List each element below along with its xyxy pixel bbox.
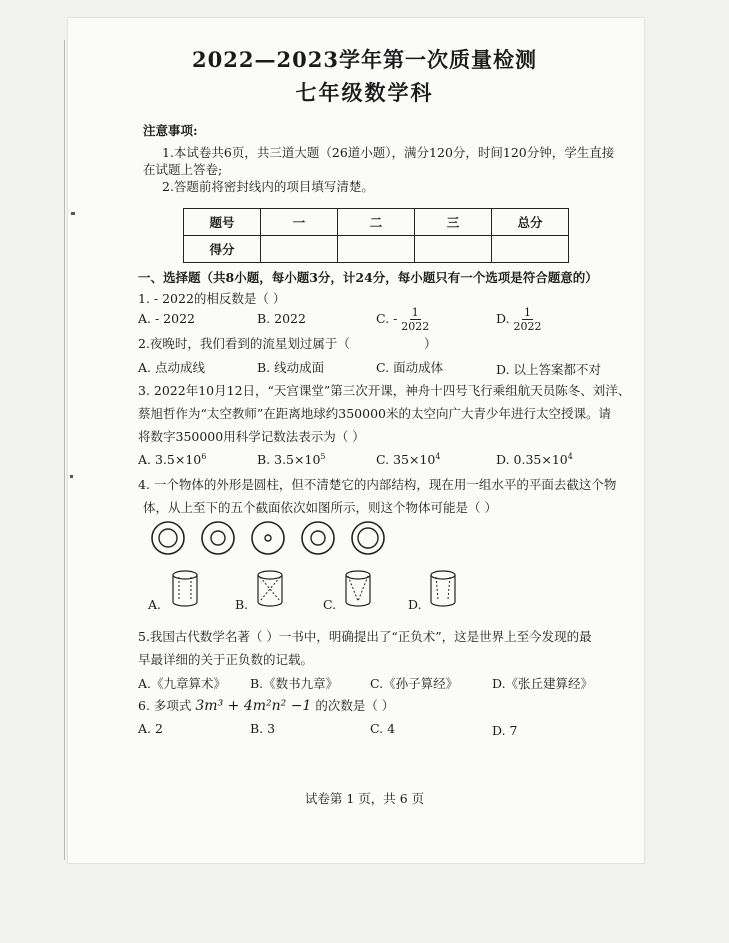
q4-line-2: 体，从上至下的五个截面依次如图所示，则这个物体可能是（ ） — [143, 500, 497, 515]
q1-option-b: B. 2022 — [257, 311, 306, 326]
cross-section-3 — [252, 522, 284, 554]
seal-line — [64, 40, 65, 860]
q2-stem-end: ） — [424, 336, 437, 351]
q5-option-b: B.《数书九章》 — [250, 676, 339, 691]
q2-option-d: D. 以上答案都不对 — [496, 362, 602, 377]
q6-stem-prefix: 6. 多项式 — [138, 698, 192, 713]
q6-stem-suffix: 的次数是（ ） — [315, 698, 395, 713]
page-footer: 试卷第 1 页，共 6 页 — [304, 791, 425, 806]
q3-option-c-base: C. 35×10 — [376, 452, 436, 468]
note-line-3: 2.答题前将密封线内的项目填写清楚。 — [162, 179, 374, 194]
score-cell: 总分 — [492, 209, 569, 236]
q6-option-c: C. 4 — [370, 721, 396, 736]
q3-option-d — [496, 452, 573, 467]
score-input-cell[interactable] — [415, 236, 492, 263]
q3-line-1: 3. 2022年10月12日，“天宫课堂”第三次开课，神舟十四号飞行乘组航天员陈冬、刘洋、 — [138, 383, 631, 398]
q6-stem — [138, 696, 394, 714]
q4-option-a-label: A. — [148, 597, 162, 612]
cross-section-2 — [202, 522, 234, 554]
q1-option-d-label: D. — [496, 311, 510, 326]
q1-option-a: A. - 2022 — [138, 311, 195, 326]
q4-option-d-label: D. — [408, 597, 422, 612]
score-cell: 三 — [415, 209, 492, 236]
q2-option-c: C. 面动成体 — [376, 360, 444, 375]
exam-subtitle: 七年级数学科 — [295, 80, 434, 105]
note-line-2: 在试题上答卷; — [143, 162, 223, 177]
q1-option-d-fraction — [514, 306, 542, 333]
score-cell: 一 — [261, 209, 338, 236]
q4-line-1: 4. 一个物体的外形是圆柱，但不清楚它的内部结构，现在用一组水平的平面去截这个物 — [138, 477, 617, 492]
note-line-1: 1.本试卷共6页，共三道大题（26道小题），满分120分，时间120分钟，学生直接 — [162, 145, 615, 160]
q3-option-d-exp: 4 — [567, 452, 573, 461]
q6-option-a: A. 2 — [138, 721, 163, 736]
q6-option-b: B. 3 — [250, 721, 276, 736]
q4-option-c-cylinder — [343, 569, 373, 609]
q1-option-c — [376, 306, 429, 333]
score-cell: 题号 — [184, 209, 261, 236]
scan-mark — [70, 475, 73, 478]
frac-numerator: 1 — [411, 306, 419, 319]
q3-option-b-base: B. 3.5×10 — [257, 452, 321, 468]
q3-option-b — [257, 452, 326, 467]
q2-option-b: B. 线动成面 — [257, 360, 325, 375]
score-cell: 二 — [338, 209, 415, 236]
score-table — [183, 208, 569, 263]
q2-stem: 2.夜晚时，我们看到的流星划过属于（ — [138, 336, 350, 351]
q1-stem: 1. - 2022的相反数是（ ） — [138, 291, 286, 306]
section1-heading: 一、选择题（共8小题，每小题3分，计24分，每小题只有一个选项是符合题意的） — [138, 270, 598, 285]
frac-denominator: 2022 — [513, 320, 542, 333]
q1-option-c-fraction — [401, 306, 429, 333]
score-input-cell[interactable] — [261, 236, 338, 263]
exam-title: 2022—2023学年第一次质量检测 — [192, 47, 537, 72]
cross-section-1 — [152, 522, 184, 554]
score-input-cell[interactable] — [338, 236, 415, 263]
q3-option-b-exp: 5 — [320, 452, 326, 461]
q4-option-a-cylinder — [170, 569, 200, 609]
q3-option-c — [376, 452, 440, 467]
cross-section-4 — [302, 522, 334, 554]
q4-option-c-label: C. — [323, 597, 337, 612]
frac-denominator: 2022 — [401, 320, 430, 333]
q3-option-c-exp: 4 — [435, 452, 441, 461]
q3-line-3: 将数字350000用科学记数法表示为（ ） — [138, 429, 365, 444]
q3-option-d-base: D. 0.35×10 — [496, 452, 568, 468]
q5-line-2: 早最详细的关于正负数的记载。 — [138, 652, 314, 667]
notes-heading: 注意事项: — [143, 123, 198, 138]
q3-option-a — [138, 452, 206, 467]
q4-option-b-label: B. — [235, 597, 249, 612]
q4-option-b-cylinder — [255, 569, 285, 609]
scan-mark — [71, 212, 75, 215]
q6-option-d: D. 7 — [492, 723, 518, 738]
cross-section-5 — [352, 522, 384, 554]
score-table-score-row — [184, 236, 569, 263]
q6-polynomial: 3m³ + 4m²n² −1 — [195, 698, 312, 714]
q4-option-d-cylinder — [428, 569, 458, 609]
q1-option-d — [496, 306, 542, 333]
score-cell: 得分 — [184, 236, 261, 263]
score-table-header-row — [184, 209, 569, 236]
score-input-cell[interactable] — [492, 236, 569, 263]
q3-line-2: 蔡旭哲作为“太空教师”在距离地球约350000米的太空向广大青少年进行太空授课。请 — [138, 406, 611, 421]
q5-option-d: D.《张丘建算经》 — [492, 676, 594, 691]
cross-sections-figure — [150, 520, 390, 560]
q5-option-a: A.《九章算术》 — [138, 676, 227, 691]
q5-line-1: 5.我国古代数学名著（ ）一书中，明确提出了“正负术”，这是世界上至今发现的最 — [138, 629, 592, 644]
q3-option-a-base: A. 3.5×10 — [138, 452, 202, 468]
frac-numerator: 1 — [524, 306, 532, 319]
q5-option-c: C.《孙子算经》 — [370, 676, 459, 691]
q1-option-c-label: C. - — [376, 311, 398, 326]
q2-option-a: A. 点动成线 — [138, 360, 205, 375]
q3-option-a-exp: 6 — [201, 452, 207, 461]
